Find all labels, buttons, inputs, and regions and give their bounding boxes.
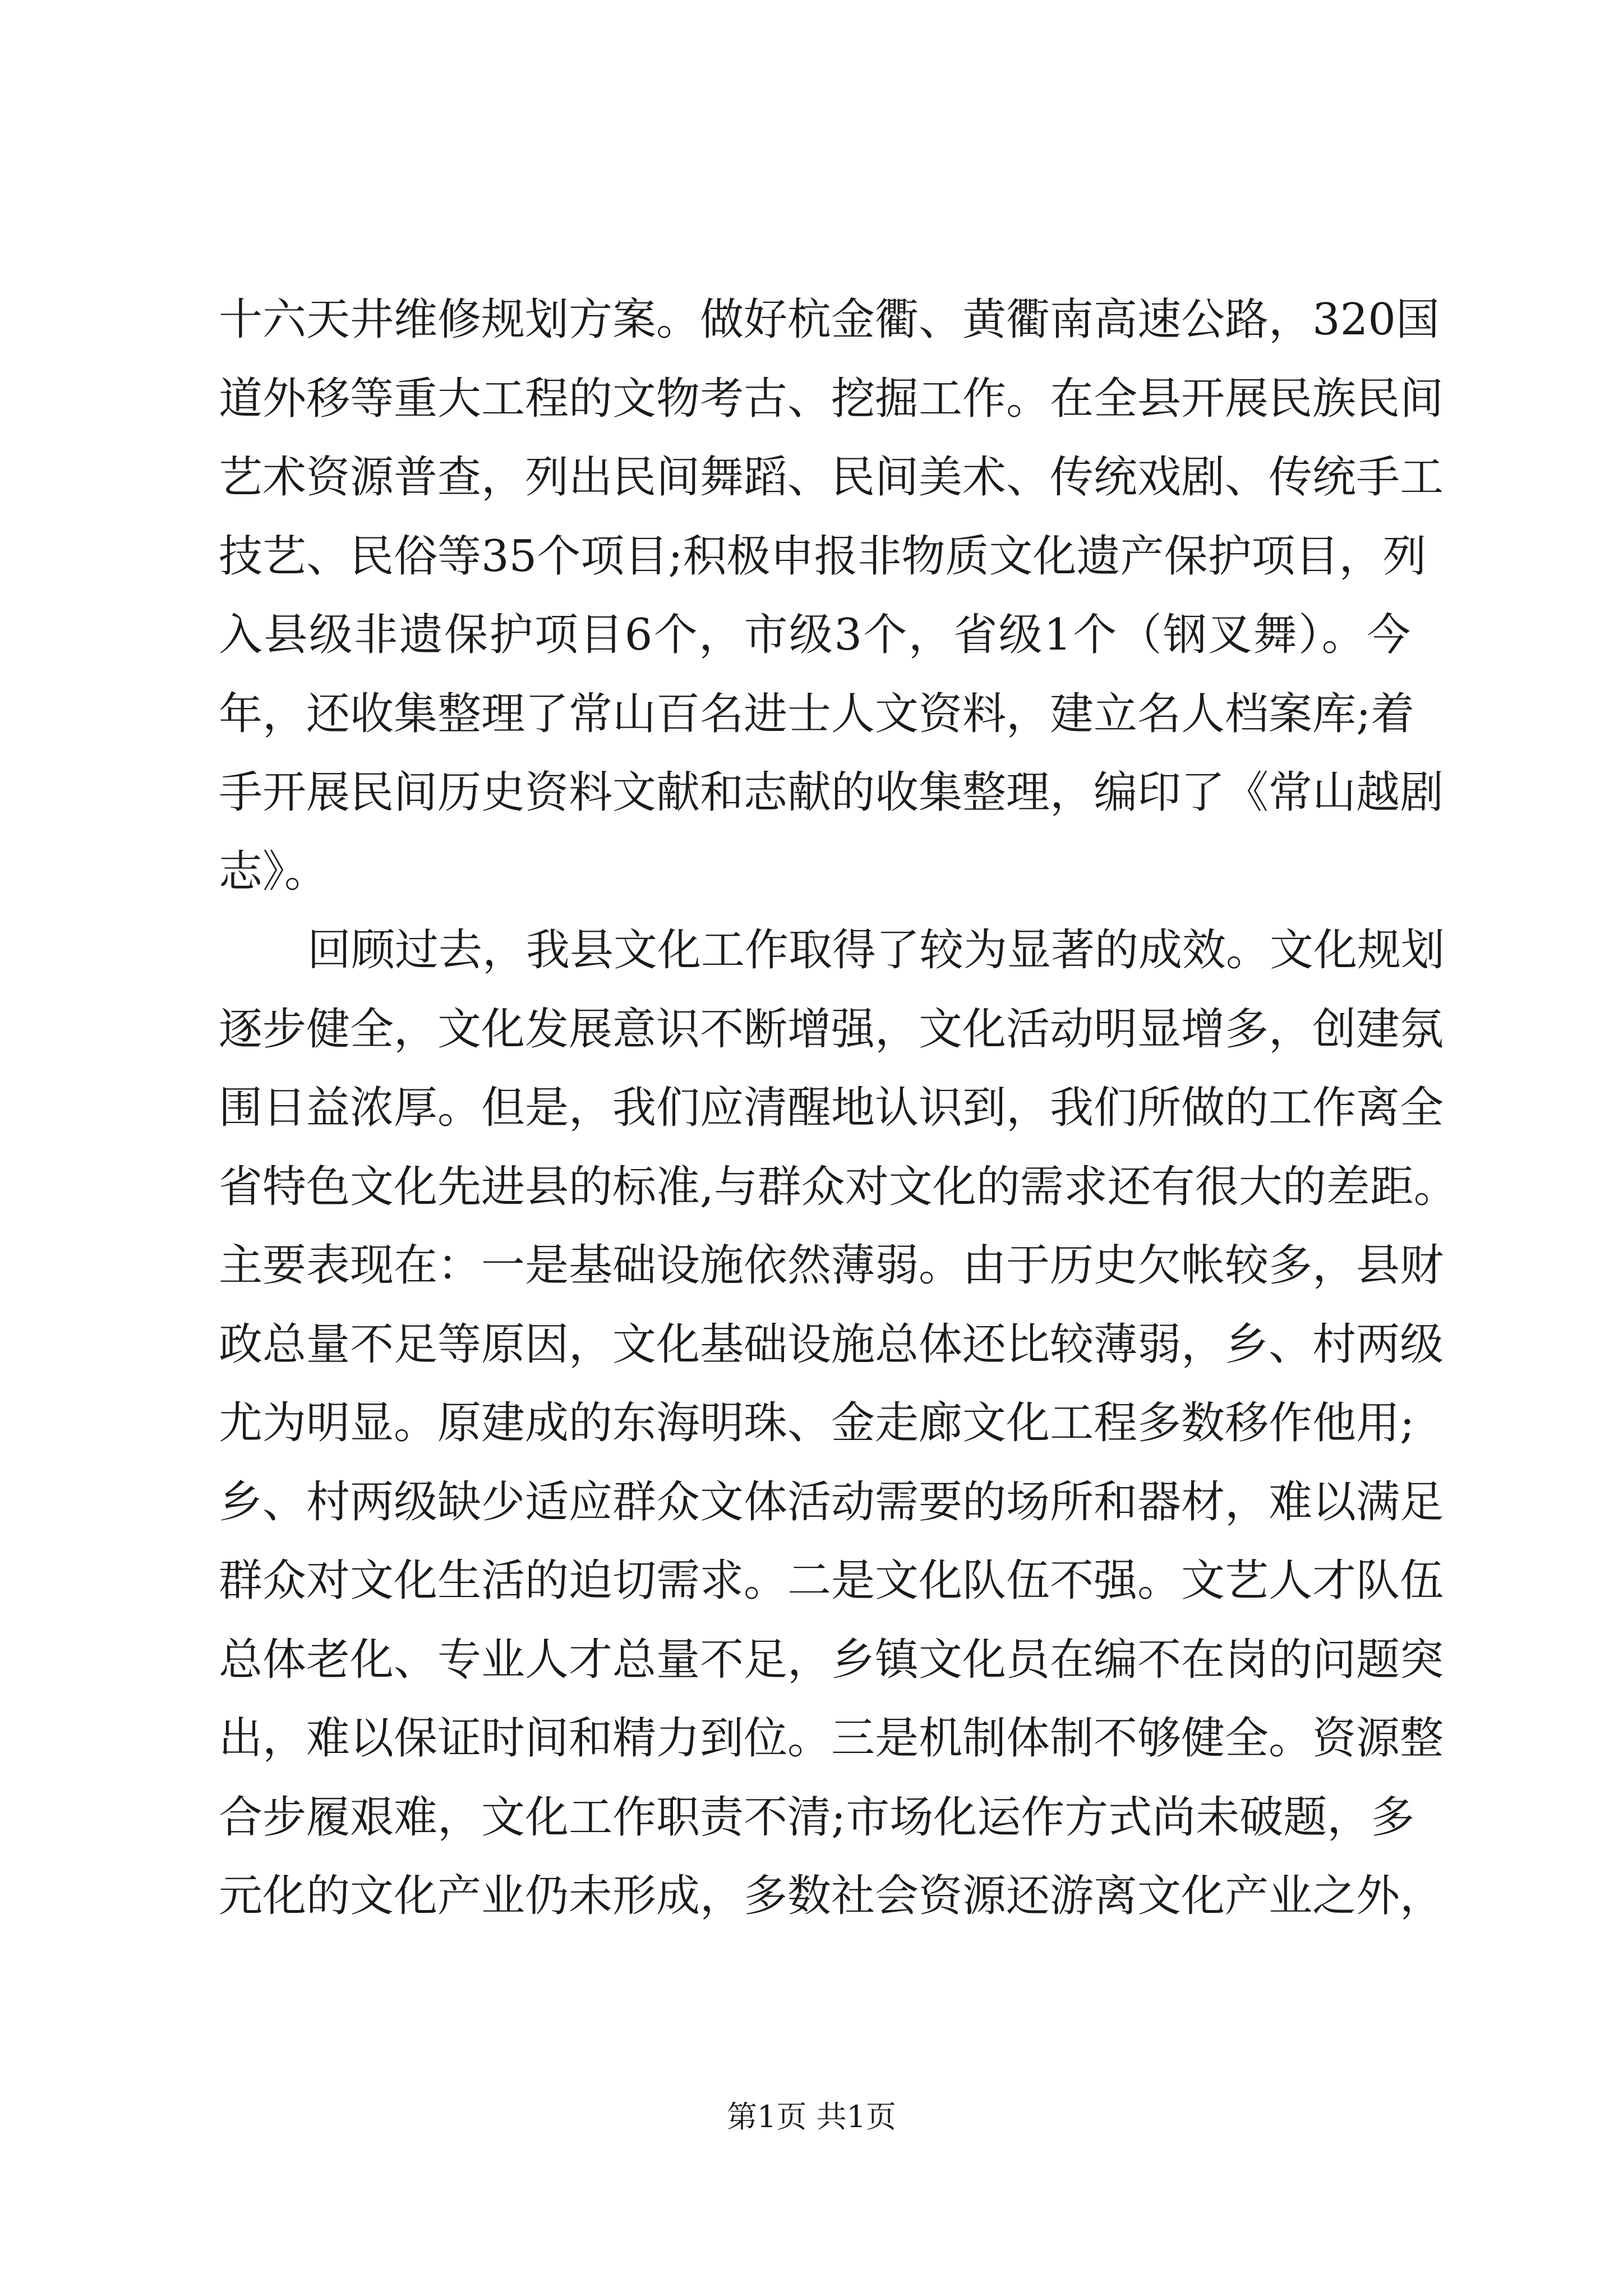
text-line: 逐步健全，文化发展意识不断增强，文化活动明显增多，创建氛 [219,1004,1444,1055]
text-line: 回顾过去，我县文化工作取得了较为显著的成效。文化规划 [307,925,1445,976]
paragraph-1 [219,280,1444,911]
text-line: 合步履艰难，文化工作职责不清;市场化运作方式尚未破题，多 [219,1792,1415,1843]
text-line: 道外移等重大工程的文物考古、挖掘工作。在全县开展民族民间 [219,373,1444,424]
text-line: 技艺、民俗等35个项目;积极申报非物质文化遗产保护项目，列 [219,531,1427,582]
paragraph-2 [219,911,1458,1936]
text-line: 乡、村两级缺少适应群众文体活动需要的场所和器材，难以满足 [219,1476,1444,1527]
text-line: 志》。 [219,846,329,897]
text-line: 主要表现在：一是基础设施依然薄弱。由于历史欠帐较多，县财 [219,1240,1444,1291]
text-line: 省特色文化先进县的标准,与群众对文化的需求还有很大的差距。 [219,1161,1458,1212]
page-number-footer: 第1页 共1页 [727,2099,896,2134]
text-line: 总体老化、专业人才总量不足，乡镇文化员在编不在岗的问题突 [219,1634,1444,1685]
text-line: 政总量不足等原因，文化基础设施总体还比较薄弱，乡、村两级 [219,1319,1444,1370]
text-line: 艺术资源普查，列出民间舞蹈、民间美术、传统戏剧、传统手工 [219,452,1444,503]
text-line: 十六天井维修规划方案。做好杭金衢、黄衢南高速公路，320国 [219,295,1440,345]
text-line: 出，难以保证时间和精力到位。三是机制体制不够健全。资源整 [219,1713,1444,1764]
text-line: 元化的文化产业仍未形成，多数社会资源还游离文化产业之外， [219,1871,1444,1921]
text-line: 手开展民间历史资料文献和志献的收集整理，编印了《常山越剧 [219,767,1444,818]
text-line: 群众对文化生活的迫切需求。二是文化队伍不强。文艺人才队伍 [219,1556,1444,1606]
text-line: 入县级非遗保护项目6个，市级3个，省级1个（钢叉舞）。今 [219,610,1410,660]
text-line: 围日益浓厚。但是，我们应清醒地认识到，我们所做的工作离全 [219,1083,1444,1133]
text-line: 年，还收集整理了常山百名进士人文资料，建立名人档案库;着 [219,688,1415,739]
text-line: 尤为明显。原建成的东海明珠、金走廊文化工程多数移作他用; [219,1398,1415,1448]
document-body [219,280,1458,1936]
